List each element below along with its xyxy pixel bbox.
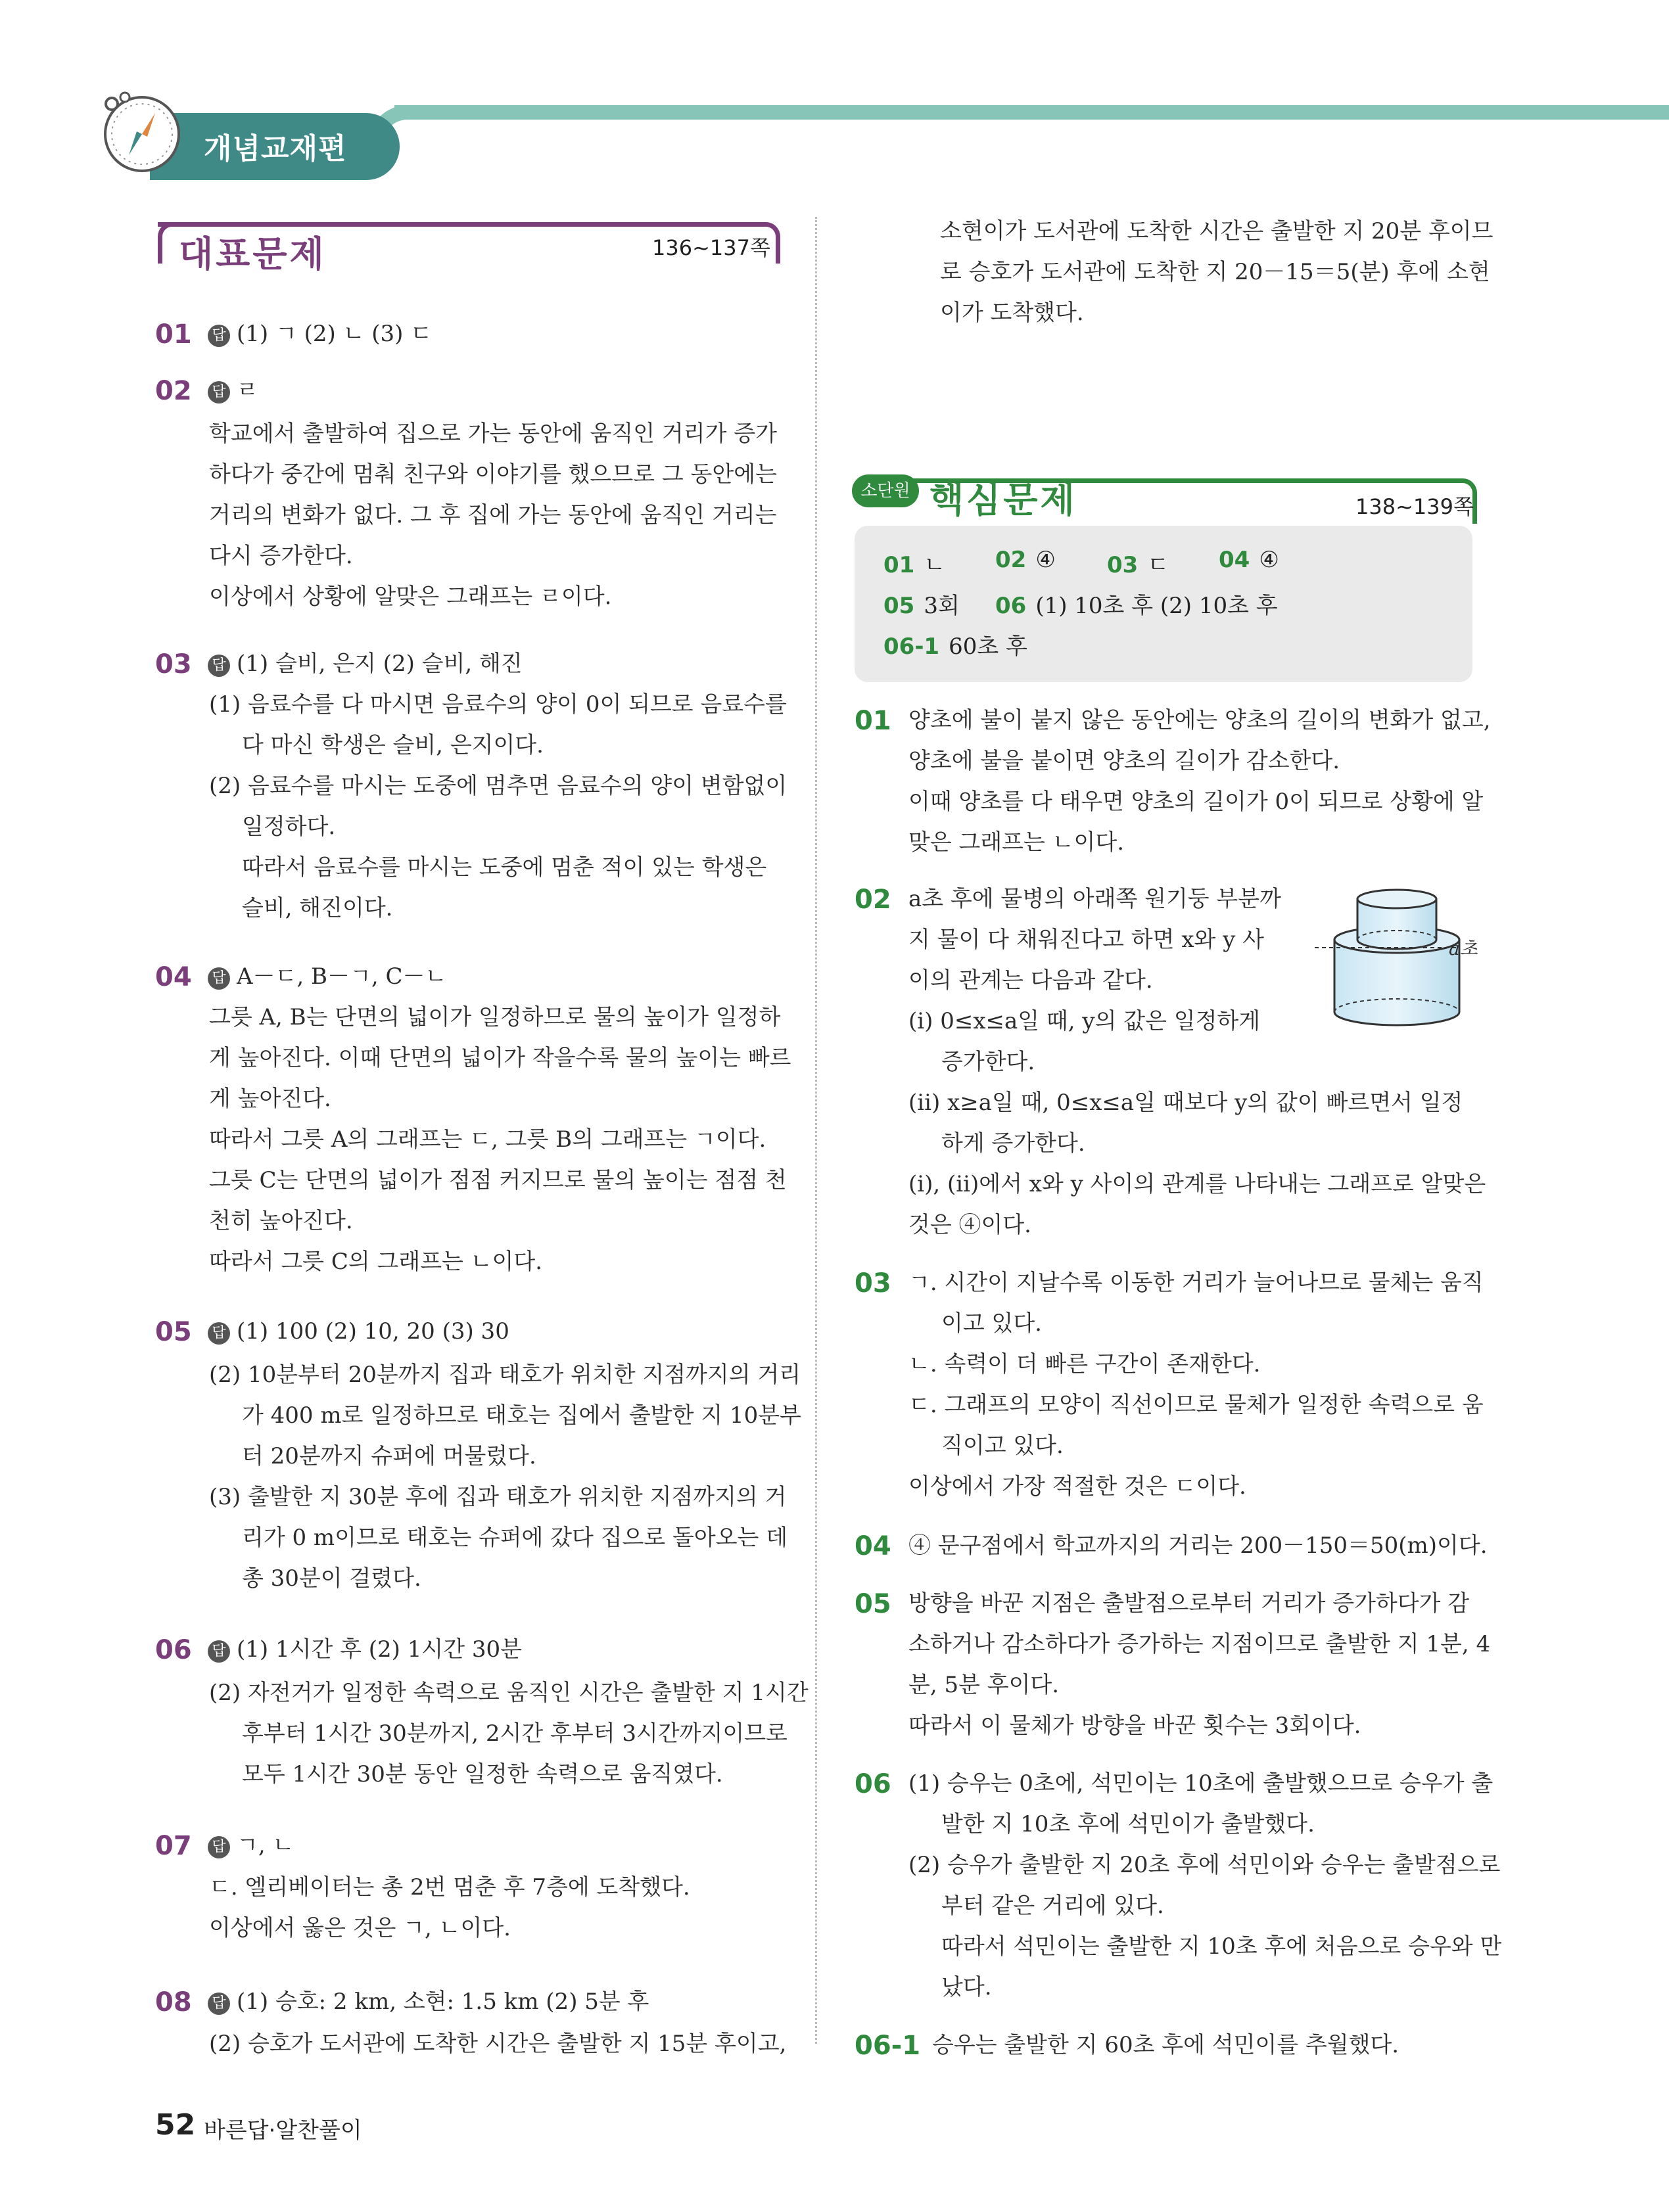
solution-line: ㄱ. 시간이 지날수록 이동한 거리가 늘어나므로 물체는 움직 xyxy=(908,1270,1484,1296)
small-unit-badge: 소단원 xyxy=(852,474,919,507)
problem-number: 05 xyxy=(155,1317,192,1347)
solution-line: 하게 증가한다. xyxy=(941,1130,1085,1157)
answer-mark-icon: 답 xyxy=(208,381,230,403)
solution-line: 학교에서 출발하여 집으로 가는 동안에 움직인 거리가 증가 xyxy=(209,421,777,447)
solution-line: 것은 ④이다. xyxy=(908,1212,1031,1238)
solution-line: ㄷ. 그래프의 모양이 직선이므로 물체가 일정한 속력으로 움 xyxy=(908,1392,1484,1418)
answer-item: 06 (1) 10초 후 (2) 10초 후 xyxy=(995,593,1278,619)
solution-line: 따라서 그릇 A의 그래프는 ㄷ, 그릇 B의 그래프는 ㄱ이다. xyxy=(209,1126,766,1153)
solution-line: 승우는 출발한 지 60초 후에 석민이를 추월했다. xyxy=(932,2032,1399,2058)
solution-line: 증가한다. xyxy=(941,1049,1035,1075)
answer-item: 05 3회 xyxy=(883,593,960,619)
solution-line: 이가 도착했다. xyxy=(940,300,1084,326)
answer-mark-icon: 답 xyxy=(208,1836,230,1858)
solution-line: 났다. xyxy=(941,1974,992,2000)
solution-line: 이상에서 상황에 알맞은 그래프는 ㄹ이다. xyxy=(209,584,612,610)
answer-line: 답 (1) ㄱ (2) ㄴ (3) ㄷ xyxy=(208,321,432,347)
solution-line: 이의 관계는 다음과 같다. xyxy=(908,967,1153,994)
solution-line: 방향을 바꾼 지점은 출발점으로부터 거리가 증가하다가 감 xyxy=(908,1590,1470,1617)
solution-line: 소현이가 도서관에 도착한 시간은 출발한 지 20분 후이므 xyxy=(940,218,1493,244)
solution-line: 터 20분까지 슈퍼에 머물렀다. xyxy=(242,1443,536,1469)
solution-line: 이고 있다. xyxy=(941,1310,1042,1337)
answer-item: 03 ㄷ xyxy=(1107,552,1169,578)
solution-line: 슬비, 해진이다. xyxy=(242,895,393,921)
answer-item: 06-1 60초 후 xyxy=(883,634,1027,660)
solution-line: (ⅱ) x≥a일 때, 0≤x≤a일 때보다 y의 값이 빠르면서 일정 xyxy=(908,1090,1463,1116)
left-section-pages: 136~137쪽 xyxy=(652,235,770,260)
solution-line: (ⅰ) 0≤x≤a일 때, y의 값은 일정하게 xyxy=(908,1008,1261,1034)
figure-label: a초 xyxy=(1449,938,1478,959)
problem-number: 08 xyxy=(155,1987,192,2017)
solution-line: 게 높아진다. 이때 단면의 넓이가 작을수록 물의 높이는 빠르 xyxy=(209,1045,791,1071)
solution-line: 지 물이 다 채워진다고 하면 x와 y 사 xyxy=(908,927,1265,953)
header-bar xyxy=(394,105,1669,120)
solution-line: 이때 양초를 다 태우면 양초의 길이가 0이 되므로 상황에 알 xyxy=(908,789,1484,815)
solution-line: (1) 승우는 0초에, 석민이는 10초에 출발했으므로 승우가 출 xyxy=(908,1770,1493,1797)
solution-line: 양초에 불을 붙이면 양초의 길이가 감소한다. xyxy=(908,748,1340,774)
solution-line: 게 높아진다. xyxy=(209,1086,331,1112)
page-number: 52 xyxy=(155,2108,196,2142)
answer-item: 02 ④ xyxy=(995,547,1056,573)
solution-line: 총 30분이 걸렸다. xyxy=(242,1565,421,1592)
problem-number: 05 xyxy=(855,1589,891,1619)
left-section-title: 대표문제 xyxy=(179,233,327,275)
problem-number: 06-1 xyxy=(855,2031,921,2061)
solution-line: 따라서 음료수를 마시는 도중에 멈춘 적이 있는 학생은 xyxy=(242,854,767,881)
problem-number: 06 xyxy=(155,1635,192,1665)
answer-line: 답 (1) 승호: 2 km, 소현: 1.5 km (2) 5분 후 xyxy=(208,1989,649,2015)
answer-mark-icon: 답 xyxy=(208,1640,230,1663)
answer-line: 답 A－ㄷ, B－ㄱ, C－ㄴ xyxy=(208,963,446,990)
answer-mark-icon: 답 xyxy=(208,1993,230,2015)
solution-line: (2) 승호가 도서관에 도착한 시간은 출발한 지 15분 후이고, xyxy=(209,2031,787,2057)
solution-line: 따라서 석민이는 출발한 지 10초 후에 처음으로 승우와 만 xyxy=(941,1933,1502,1960)
solution-line: (2) 음료수를 마시는 도중에 멈추면 음료수의 양이 변함없이 xyxy=(209,773,787,799)
solution-line: ㄴ. 속력이 더 빠른 구간이 존재한다. xyxy=(908,1351,1261,1377)
answer-mark-icon: 답 xyxy=(208,1322,230,1345)
solution-line: 후부터 1시간 30분까지, 2시간 후부터 3시간까지이므로 xyxy=(242,1720,787,1747)
solution-line: 로 승호가 도서관에 도착한 지 20－15＝5(분) 후에 소현 xyxy=(940,259,1490,285)
problem-number: 06 xyxy=(855,1769,891,1799)
answer-line: 답 ㄱ, ㄴ xyxy=(208,1832,294,1858)
solution-line: 양초에 불이 붙지 않은 동안에는 양초의 길이의 변화가 없고, xyxy=(908,707,1491,733)
solution-line: 일정하다. xyxy=(242,814,336,840)
solution-line: 하다가 중간에 멈춰 친구와 이야기를 했으므로 그 동안에는 xyxy=(209,461,777,488)
answer-line: 답 (1) 1시간 후 (2) 1시간 30분 xyxy=(208,1636,522,1663)
header-label: 개념교재편 xyxy=(204,132,347,166)
right-section-pages: 138~139쪽 xyxy=(1355,494,1474,519)
answer-item: 04 ④ xyxy=(1219,547,1279,573)
solution-line: 이상에서 옳은 것은 ㄱ, ㄴ이다. xyxy=(209,1915,511,1941)
solution-line: 맞은 그래프는 ㄴ이다. xyxy=(908,829,1125,856)
column-divider xyxy=(815,217,817,2044)
right-section-title: 핵심문제 xyxy=(929,479,1077,520)
solution-line: 거리의 변화가 없다. 그 후 집에 가는 동안에 움직인 거리는 xyxy=(209,502,777,528)
solution-line: 다 마신 학생은 슬비, 은지이다. xyxy=(242,732,544,758)
problem-number: 04 xyxy=(155,962,192,992)
problem-number: 01 xyxy=(155,319,192,350)
solution-line: ㄷ. 엘리베이터는 총 2번 멈춘 후 7층에 도착했다. xyxy=(209,1874,690,1901)
solution-line: 이상에서 가장 적절한 것은 ㄷ이다. xyxy=(908,1473,1246,1500)
solution-line: 그릇 C는 단면의 넓이가 점점 커지므로 물의 높이는 점점 천 xyxy=(209,1167,787,1193)
answer-mark-icon: 답 xyxy=(208,655,230,677)
answer-line: 답 (1) 100 (2) 10, 20 (3) 30 xyxy=(208,1318,509,1345)
solution-line: 소하거나 감소하다가 증가하는 지점이므로 출발한 지 1분, 4 xyxy=(908,1631,1491,1657)
problem-number: 02 xyxy=(855,885,891,915)
answer-item: 01 ㄴ xyxy=(883,552,946,578)
solution-line: (3) 출발한 지 30분 후에 집과 태호가 위치한 지점까지의 거 xyxy=(209,1484,787,1510)
problem-number: 02 xyxy=(155,376,192,406)
solution-line: (ⅰ), (ⅱ)에서 x와 y 사이의 관계를 나타내는 그래프로 알맞은 xyxy=(908,1171,1486,1197)
answer-mark-icon: 답 xyxy=(208,967,230,990)
problem-number: 01 xyxy=(855,706,891,736)
solution-line: 부터 같은 거리에 있다. xyxy=(941,1893,1164,1919)
solution-line: 직이고 있다. xyxy=(941,1433,1064,1459)
solution-line: 천히 높아진다. xyxy=(209,1208,353,1234)
clock-icon xyxy=(99,91,185,177)
answer-mark-icon: 답 xyxy=(208,325,230,347)
problem-number: 07 xyxy=(155,1831,192,1861)
solution-line: 다시 증가한다. xyxy=(209,543,353,569)
solution-line: 리가 0 m이므로 태호는 슈퍼에 갔다 집으로 돌아오는 데 xyxy=(242,1525,788,1551)
solution-line: ④ 문구점에서 학교까지의 거리는 200－150＝50(m)이다. xyxy=(908,1532,1488,1559)
problem-number: 04 xyxy=(855,1531,891,1561)
answer-line: 답 (1) 슬비, 은지 (2) 슬비, 해진 xyxy=(208,651,523,677)
solution-line: 분, 5분 후이다. xyxy=(908,1672,1060,1698)
problem-number: 03 xyxy=(155,649,192,680)
answer-line: 답 ㄹ xyxy=(208,377,258,403)
solution-line: 그릇 A, B는 단면의 넓이가 일정하므로 물의 높이가 일정하 xyxy=(209,1004,781,1030)
footer-label: 바른답·알찬풀이 xyxy=(204,2117,362,2144)
solution-line: a초 후에 물병의 아래쪽 원기둥 부분까 xyxy=(908,886,1281,912)
solution-line: 따라서 이 물체가 방향을 바꾼 횟수는 3회이다. xyxy=(908,1713,1361,1739)
solution-line: (2) 자전거가 일정한 속력으로 움직인 시간은 출발한 지 1시간 xyxy=(209,1680,809,1706)
solution-line: 발한 지 10초 후에 석민이가 출발했다. xyxy=(941,1811,1315,1837)
solution-line: (2) 10분부터 20분까지 집과 태호가 위치한 지점까지의 거리 xyxy=(209,1362,801,1388)
solution-line: 가 400 m로 일정하므로 태호는 집에서 출발한 지 10분부 xyxy=(242,1402,801,1429)
solution-line: (2) 승우가 출발한 지 20초 후에 석민이와 승우는 출발점으로 xyxy=(908,1852,1501,1878)
solution-line: 모두 1시간 30분 동안 일정한 속력으로 움직였다. xyxy=(242,1761,723,1787)
solution-line: (1) 음료수를 다 마시면 음료수의 양이 0이 되므로 음료수를 xyxy=(209,691,787,718)
solution-line: 따라서 그릇 C의 그래프는 ㄴ이다. xyxy=(209,1249,543,1275)
problem-number: 03 xyxy=(855,1268,891,1299)
